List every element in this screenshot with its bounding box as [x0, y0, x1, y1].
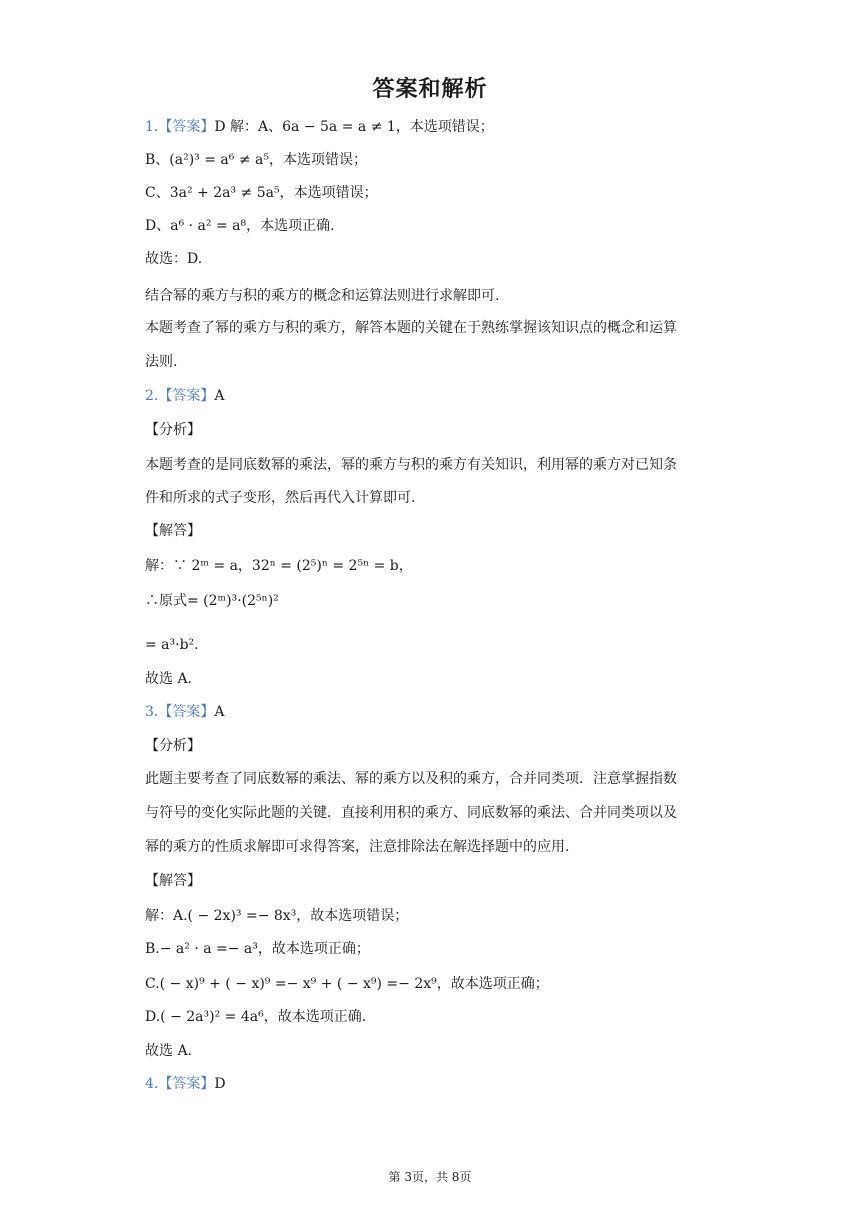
line-q3-analysis-head	[145, 735, 725, 757]
line-text: 结合幂的乘方与积的乘方的概念和运算法则进行求解即可.	[145, 288, 500, 304]
line-text: 解：∵ 2ᵐ = a，32ⁿ = (2⁵)ⁿ = 2⁵ⁿ = b，	[145, 558, 413, 574]
line-q2-sol-2	[145, 590, 725, 612]
line-text: 故选 A.	[145, 671, 193, 687]
line-q3-analysis-2	[145, 802, 725, 824]
line-q3-sol-a	[145, 905, 725, 927]
line-q3-sol-b	[145, 938, 725, 960]
line-q1-comment-1	[145, 317, 725, 339]
line-q3-analysis-3	[145, 836, 725, 858]
line-q2-select	[145, 668, 725, 690]
line-q2-sol-1	[145, 555, 725, 577]
line-text: C、3a² + 2a³ ≠ 5a⁵，本选项错误；	[145, 185, 378, 201]
line-q1-answer	[145, 116, 725, 138]
line-q3-answer	[145, 701, 725, 723]
question-number: 3.【答案】	[145, 704, 215, 720]
line-text: 解：A.( − 2x)³ =− 8x³，故本选项错误；	[145, 908, 409, 924]
line-text: A	[214, 704, 225, 720]
line-text: 【分析】	[145, 422, 201, 438]
page-footer: 第 3页，共 8页	[388, 1170, 472, 1184]
line-text: C.( − x)⁹ + ( − x)⁹ =− x⁹ + ( − x⁹) =− 2x⁹，故本选项正确；	[145, 976, 549, 992]
line-text: D、a⁶ · a² = a⁸，本选项正确.	[145, 218, 335, 234]
line-text: 法则.	[145, 354, 178, 370]
line-text: = a³·b².	[145, 637, 199, 653]
line-text: 本题考查的是同底数幂的乘法，幂的乘方与积的乘方有关知识，利用幂的乘方对已知条	[145, 457, 677, 473]
line-text: D.( − 2a³)² = 4a⁶，故本选项正确.	[145, 1009, 367, 1025]
line-text: 【解答】	[145, 873, 201, 889]
line-q1-c	[145, 182, 725, 204]
line-q1-select	[145, 248, 725, 270]
line-text: 【分析】	[145, 738, 201, 754]
line-text: 故选：D.	[145, 251, 203, 267]
line-text: ∴原式= (2ᵐ)³·(2⁵ⁿ)²	[145, 593, 279, 609]
line-q4-answer	[145, 1073, 725, 1095]
line-q2-analysis-head	[145, 419, 725, 441]
line-q2-analysis-2	[145, 487, 725, 509]
line-text: 此题主要考查了同底数幂的乘法、幂的乘方以及积的乘方，合并同类项．注意掌握指数	[145, 771, 677, 787]
question-number: 4.【答案】	[145, 1076, 215, 1092]
line-q2-answer	[145, 385, 725, 407]
line-text: 幂的乘方的性质求解即可求得答案，注意排除法在解选择题中的应用.	[145, 839, 570, 855]
line-q3-sol-c	[145, 973, 725, 995]
line-text: 故选 A.	[145, 1043, 193, 1059]
question-number: 1.【答案】	[145, 119, 215, 135]
line-q3-select	[145, 1040, 725, 1062]
line-q1-method	[145, 285, 725, 307]
question-number: 2.【答案】	[145, 388, 215, 404]
line-text: B.− a² · a =− a³，故本选项正确；	[145, 941, 370, 957]
line-q1-d	[145, 215, 725, 237]
line-q2-sol-3	[145, 634, 725, 656]
line-q3-solution-head	[145, 870, 725, 892]
line-q3-analysis-1	[145, 768, 725, 790]
line-text: 本题考查了幂的乘方与积的乘方，解答本题的关键在于熟练掌握该知识点的概念和运算	[145, 320, 677, 336]
line-text: 与符号的变化实际此题的关键．直接利用积的乘方、同底数幂的乘法、合并同类项以及	[145, 805, 677, 821]
line-text: A	[214, 388, 225, 404]
page-title: 答案和解析	[372, 77, 488, 102]
line-q3-sol-d	[145, 1006, 725, 1028]
line-q2-solution-head	[145, 520, 725, 542]
line-text: D 解：A、6a − 5a = a ≠ 1，本选项错误；	[214, 119, 494, 135]
line-q2-analysis-1	[145, 454, 725, 476]
line-text: 【解答】	[145, 523, 201, 539]
line-text: 件和所求的式子变形，然后再代入计算即可.	[145, 490, 416, 506]
line-q1-b	[145, 149, 725, 171]
line-text: D	[214, 1076, 226, 1092]
line-q1-comment-2	[145, 351, 725, 373]
line-text: B、(a²)³ = a⁶ ≠ a⁵，本选项错误；	[145, 152, 367, 168]
